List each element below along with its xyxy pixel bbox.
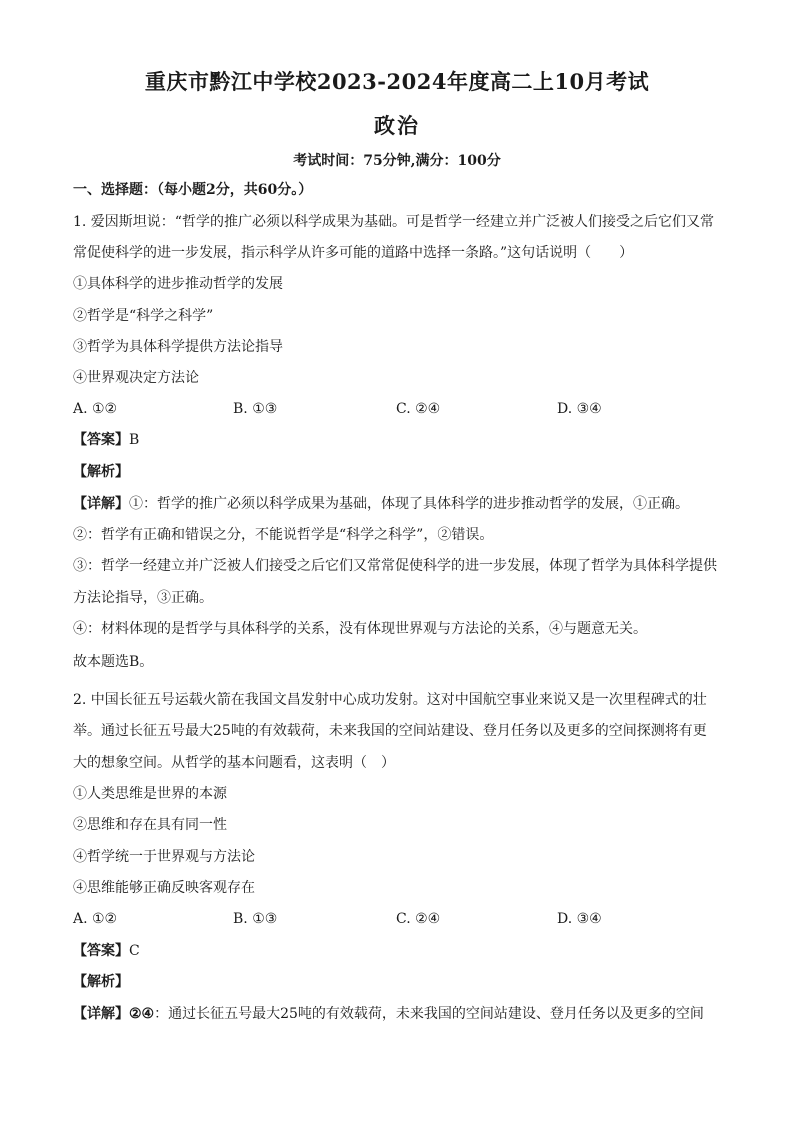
q1-detail-line4: 方法论指导，③正确。 <box>73 590 213 606</box>
q1-answer <box>73 430 723 450</box>
q1-option-c: C. ②④ <box>396 401 441 417</box>
q2-option-a: A. ①② <box>73 911 118 927</box>
q1-item-3: ③哲学为具体科学提供方法论指导 <box>73 339 283 355</box>
q2-item-4: ④思维能够正确反映客观存在 <box>73 880 255 896</box>
q1-stem-line2: 常促使科学的进一步发展，指示科学从许多可能的道路中选择一条路。”这句话说明（ ） <box>73 245 634 261</box>
q1-conclusion: 故本题选B。 <box>73 654 154 670</box>
detail-label: 【详解】 <box>73 496 129 512</box>
q2-detail-line1 <box>73 1004 723 1024</box>
detail-text: ①：哲学的推广必须以科学成果为基础，体现了具体科学的进步推动哲学的发展，①正确。 <box>129 496 689 512</box>
q2-item-1: ①人类思维是世界的本源 <box>73 786 227 802</box>
section-heading: 一、选择题：（每小题2分，共60分。） <box>73 182 313 198</box>
q2-analysis-label <box>73 972 723 992</box>
q1-item-2: ②哲学是“科学之科学” <box>73 308 214 324</box>
q1-option-a: A. ①② <box>73 401 118 417</box>
analysis-label: 【解析】 <box>73 974 129 990</box>
q2-option-d: D. ③④ <box>557 911 602 927</box>
subject-title: 政治 <box>374 113 420 138</box>
q1-option-b: B. ①③ <box>233 401 278 417</box>
q2-option-c: C. ②④ <box>396 911 441 927</box>
q1-item-4: ④世界观决定方法论 <box>73 370 199 386</box>
answer-label: 【答案】 <box>73 432 129 448</box>
q1-detail-line5: ④：材料体现的是哲学与具体科学的关系，没有体现世界观与方法论的关系，④与题意无关。 <box>73 621 647 637</box>
exam-info: 考试时间：75分钟,满分：100分 <box>293 153 501 169</box>
q2-item-2: ②思维和存在具有同一性 <box>73 817 227 833</box>
detail-label: 【详解】 <box>73 1006 129 1022</box>
q1-detail-line1 <box>73 494 723 514</box>
q1-stem-line1: 1. 爱因斯坦说：“哲学的推广必须以科学成果为基础。可是哲学一经建立并广泛被人们接受之后它们又常 <box>73 214 714 230</box>
q2-option-b: B. ①③ <box>233 911 278 927</box>
q1-option-d: D. ③④ <box>557 401 602 417</box>
q1-detail-line3: ③：哲学一经建立并广泛被人们接受之后它们又常常促使科学的进一步发展，体现了哲学为具体科学提供 <box>73 558 717 574</box>
q1-item-1: ①具体科学的进步推动哲学的发展 <box>73 276 283 292</box>
q2-stem-line3: 大的想象空间。从哲学的基本问题看，这表明（ ） <box>73 755 395 771</box>
q2-stem-line1: 2. 中国长征五号运载火箭在我国文昌发射中心成功发射。这对中国航空事业来说又是一次里程碑式的壮 <box>73 692 707 708</box>
q2-answer <box>73 941 723 961</box>
analysis-label: 【解析】 <box>73 464 129 480</box>
q1-analysis-label <box>73 462 723 482</box>
detail-prefix: ②④ <box>129 1006 155 1022</box>
detail-text: ：通过长征五号最大25吨的有效载荷，未来我国的空间站建设、登月任务以及更多的空间 <box>154 1006 704 1022</box>
q2-item-3: ④哲学统一于世界观与方法论 <box>73 849 255 865</box>
exam-title: 重庆市黔江中学校2023-2024年度高二上10月考试 <box>144 69 650 94</box>
answer-value: B <box>129 432 140 448</box>
q2-stem-line2: 举。通过长征五号最大25吨的有效载荷，未来我国的空间站建设、登月任务以及更多的空间探测将有更 <box>73 723 707 739</box>
q1-detail-line2: ②：哲学有正确和错误之分，不能说哲学是“科学之科学”，②错误。 <box>73 527 494 543</box>
answer-value: C <box>129 943 140 959</box>
answer-label: 【答案】 <box>73 943 129 959</box>
